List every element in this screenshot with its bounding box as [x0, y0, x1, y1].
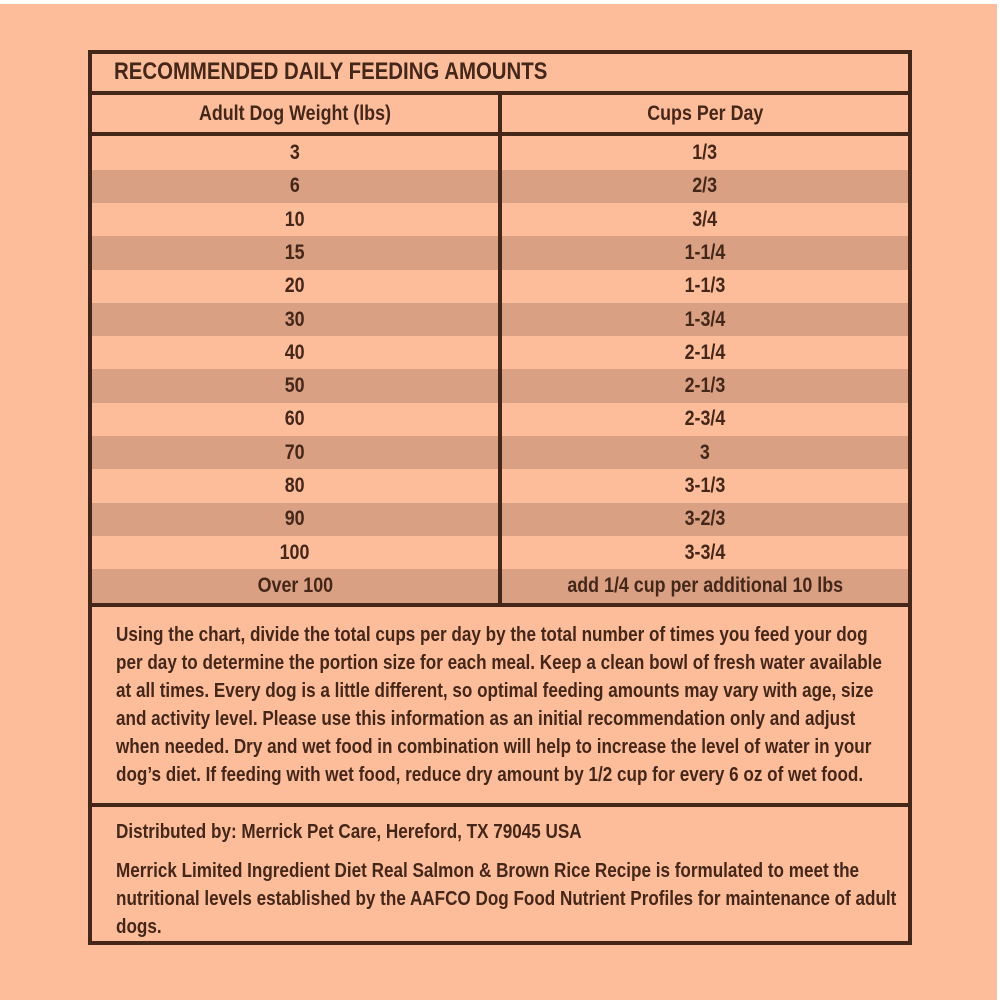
cups-value: 1-1/4: [684, 240, 726, 264]
column-header-cups-label: Cups Per Day: [646, 101, 764, 125]
weight-value: 20: [285, 274, 305, 298]
table-row: [92, 469, 908, 502]
weight-cell: [92, 569, 502, 602]
table-row: [92, 536, 908, 569]
table-row: [92, 503, 908, 536]
table-title: RECOMMENDED DAILY FEEDING AMOUNTS: [114, 58, 548, 86]
weight-value: 90: [285, 507, 305, 531]
weight-cell: [92, 170, 502, 203]
cups-cell: [502, 336, 908, 369]
table-row: [92, 236, 908, 269]
table-row: [92, 270, 908, 303]
cups-value: 2-3/4: [684, 407, 726, 431]
table-row: [92, 403, 908, 436]
feeding-panel: [88, 50, 912, 945]
weight-cell: [92, 403, 502, 436]
weight-value: 80: [285, 474, 305, 497]
column-header-cups: [502, 95, 908, 133]
table-row: [92, 436, 908, 469]
cups-cell: [502, 270, 908, 303]
cups-value: 1/3: [692, 141, 718, 165]
feeding-table-body: [92, 136, 908, 606]
weight-value: 50: [285, 374, 305, 398]
cups-cell: [502, 469, 908, 502]
table-row: [92, 136, 908, 169]
cups-cell: [502, 436, 908, 469]
cups-cell: [502, 403, 908, 436]
weight-value: 6: [290, 174, 300, 198]
aafco-statement: Merrick Limited Ingredient Diet Real Salmon & Brown Rice Recipe is formulated to meet the nutritional levels established by the AAFCO Dog Food Nutrient Profiles for maintenance of adult dogs.: [116, 860, 897, 938]
weight-cell: [92, 270, 502, 303]
weight-cell: [92, 203, 502, 236]
cups-cell: [502, 503, 908, 536]
feeding-instructions-text: Using the chart, divide the total cups per day by the total number of times you feed your dog per day to determine the portion size for each meal. Keep a clean bowl of fresh water available at all times. Every dog is a little different, so optimal feeding amounts may vary with age, size and activity level. Please use this information as an initial recommendation only and adjust when needed. Dry and wet food in combination will help to increase the level of water in your dog’s diet. If feeding with wet food, reduce dry amount by 1/2 cup for every 6 oz of wet food.: [116, 623, 882, 786]
weight-value: Over 100: [257, 573, 333, 597]
cups-cell: [502, 369, 908, 402]
cups-value: 3/4: [692, 207, 718, 231]
footer-section: [92, 807, 908, 941]
weight-cell: [92, 469, 502, 502]
weight-cell: [92, 303, 502, 336]
table-header-row: [92, 95, 908, 137]
weight-value: 15: [285, 240, 305, 264]
cups-cell: [502, 170, 908, 203]
weight-cell: [92, 503, 502, 536]
weight-value: 40: [285, 340, 305, 364]
table-title-bar: [92, 54, 908, 95]
cups-cell: [502, 136, 908, 169]
cups-value: 1-1/3: [684, 274, 726, 298]
weight-cell: [92, 536, 502, 569]
cups-value: 2-1/3: [684, 374, 726, 398]
cups-value: 1-3/4: [684, 307, 726, 331]
cups-value: 2/3: [692, 174, 718, 198]
cups-value: 3-3/4: [684, 540, 726, 564]
cups-cell: [502, 569, 908, 602]
weight-value: 70: [285, 440, 305, 464]
weight-value: 10: [285, 207, 305, 231]
weight-cell: [92, 436, 502, 469]
weight-cell: [92, 236, 502, 269]
cups-value: 3: [700, 440, 710, 464]
cups-cell: [502, 303, 908, 336]
weight-value: 3: [290, 141, 300, 165]
weight-value: 60: [285, 407, 305, 431]
table-row: [92, 203, 908, 236]
table-row: [92, 336, 908, 369]
table-row: [92, 369, 908, 402]
cups-value: add 1/4 cup per additional 10 lbs: [567, 573, 843, 597]
cups-value: 3-2/3: [684, 507, 726, 531]
table-row: [92, 170, 908, 203]
table-row: [92, 303, 908, 336]
cups-cell: [502, 203, 908, 236]
table-row: [92, 569, 908, 602]
feeding-instructions: [92, 607, 908, 807]
weight-cell: [92, 369, 502, 402]
column-header-weight: [92, 95, 502, 133]
cups-cell: [502, 236, 908, 269]
weight-value: 100: [280, 540, 310, 564]
weight-cell: [92, 136, 502, 169]
column-header-weight-label: Adult Dog Weight (lbs): [198, 101, 392, 125]
weight-cell: [92, 336, 502, 369]
cups-value: 2-1/4: [684, 340, 726, 364]
distributor-line: Distributed by: Merrick Pet Care, Hereford, TX 79045 USA: [116, 821, 582, 843]
cups-value: 3-1/3: [684, 474, 726, 497]
cups-cell: [502, 536, 908, 569]
weight-value: 30: [285, 307, 305, 331]
